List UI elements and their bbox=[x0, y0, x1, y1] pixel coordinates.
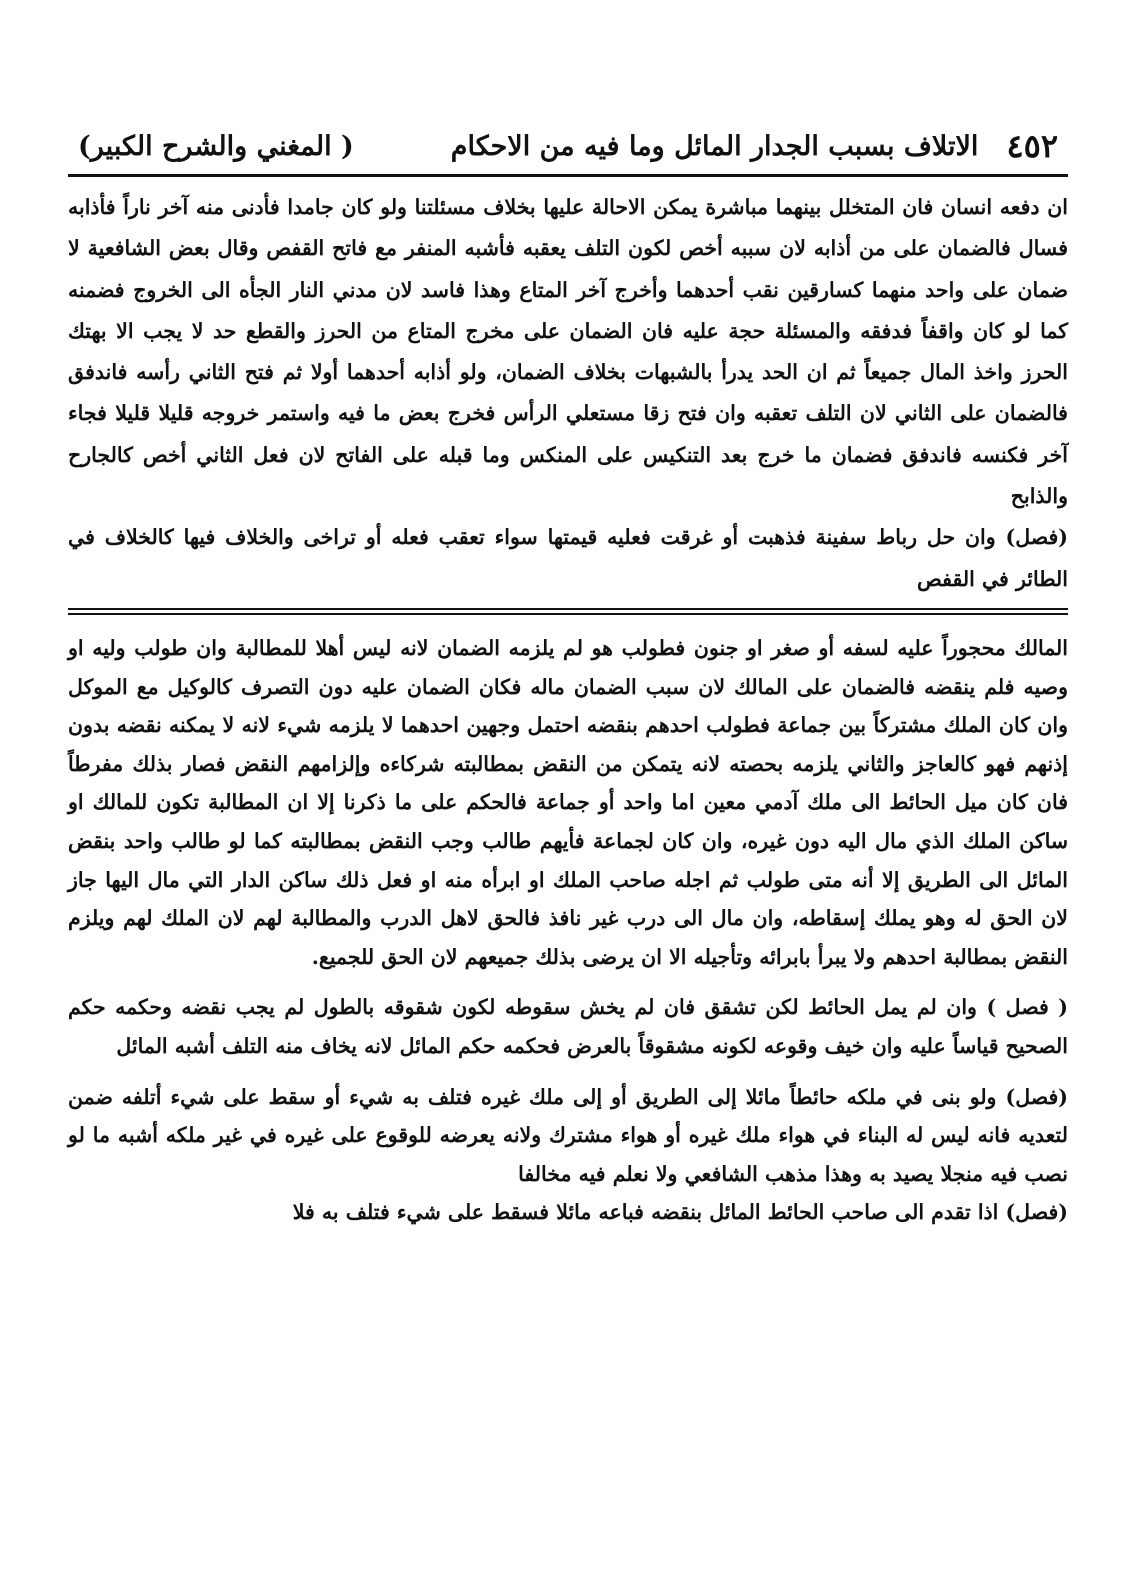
paragraph: (فصل) اذا تقدم الى صاحب الحائط المائل بنقضه فباعه مائلا فسقط على شيء فتلف به فلا bbox=[292, 1200, 1068, 1225]
paragraph: ( فصل ) وان لم يمل الحائط لكن تشقق فان لم يخش سقوطه لكون شقوقه بالطول لم يجب نقضه وحكمه حكم الصحيح قياساً عليه وان خيف وقوعه لكونه مشقوقاً بالعرض فحكمه حكم المائل لانه يخاف منه التلف أشبه المائل bbox=[68, 995, 1068, 1058]
page-number: ٤٥٢ bbox=[1006, 127, 1058, 165]
upper-text-block bbox=[68, 177, 1068, 600]
paragraph: (فصل) وان حل رباط سفينة فذهبت أو غرقت فعليه قيمتها سواء تعقب فعله أو تراخى والخلاف فيها كالخلاف في الطائر في القفص bbox=[68, 525, 1068, 591]
paragraph: (فصل) ولو بنى في ملكه حائطاً مائلا إلى الطريق أو إلى ملك غيره فتلف به شيء أو سقط على شيء أتلفه ضمن لتعديه فانه ليس له البناء في هواء ملك غيره أو هواء مشترك ولانه يعرضه للوقوع على غيره في غير ملكه أشبه ما لو نصب فيه منجلا يصيد به وهذا مذهب الشافعي ولا نعلم فيه مخالفا bbox=[68, 1084, 1068, 1186]
page-header bbox=[68, 118, 1068, 177]
running-title: الاتلاف بسبب الجدار المائل وما فيه من الاحكام bbox=[450, 130, 979, 162]
paragraph: المالك محجوراً عليه لسفه أو صغر او جنون فطولب هو لم يلزمه الضمان لانه ليس أهلا للمطالبة وان طولب وليه او وصيه فلم ينقضه فالضمان على المالك لان سبب الضمان ماله فكان الضمان عليه دون التصرف كالوكيل مع الموكل وان كان الملك مشتركاً بين جماعة فطولب احدهم بنقضه احتمل وجهين احدهما لا يلزمه شيء لانه لا يمكنه نقضه بدون إذنهم فهو كالعاجز والثاني يلزمه بحصته لانه يتمكن من النقض بمطالبته شركاءه وإلزامهم النقض فصار بذلك مفرطاً فان كان ميل الحائط الى ملك آدمي معين اما واحد أو جماعة فالحكم على ما ذكرنا إلا ان المطالبة تكون للمالك او ساكن الملك الذي مال اليه دون غيره، وان كان لجماعة فأيهم طالب وجب النقض بمطالبته كما لو طالب واحد بنقض المائل الى الطريق إلا أنه متى طولب ثم اجله صاحب الملك او ابرأه منه او فعل ذلك ساكن الدار التي مال اليها جاز لان الحق له وهو يملك إسقاطه، وان مال الى درب غير نافذ فالحق لاهل الدرب والمطالبة لهم لان الملك لهم ويلزم النقض بمطالبة احدهم ولا يبرأ بابرائه وتأجيله الا ان يرضى بذلك جميعهم لان الحق للجميع. bbox=[68, 635, 1068, 969]
lower-text-block bbox=[68, 615, 1068, 1232]
document-page bbox=[68, 118, 1068, 1538]
book-title: ( المغني والشرح الكبير) bbox=[78, 130, 354, 162]
section-divider bbox=[68, 608, 1068, 615]
paragraph: ان دفعه انسان فان المتخلل بينهما مباشرة يمكن الاحالة عليها بخلاف مسئلتنا ولو كان جامدا فأدنى منه آخر ناراً فأذابه فسال فالضمان على من أذابه لان سببه أخص لكون التلف يعقبه فأشبه المنفر مع فاتح القفص وقال بعض الشافعية لا ضمان على واحد منهما كسارقين نقب أحدهما وأخرج آخر المتاع وهذا فاسد لان مدني النار الجأه الى الخروج فضمنه كما لو كان واقفاً فدفقه والمسئلة حجة عليه فان الضمان على مخرج المتاع من الحرز والقطع حد لا يجب الا بهتك الحرز واخذ المال جميعاً ثم ان الحد يدرأ بالشبهات بخلاف الضمان، ولو أذابه أحدهما أولا ثم فتح الثاني رأسه فاندفق فالضمان على الثاني لان التلف تعقبه وان فتح زقا مستعلي الرأس فخرج بعض ما فيه واستمر خروجه قليلا قليلا فجاء آخر فكنسه فاندفق فضمان ما خرج بعد التنكيس على المنكس وما قبله على الفاتح لان فعل الثاني أخص كالجارح والذابح bbox=[68, 195, 1068, 509]
